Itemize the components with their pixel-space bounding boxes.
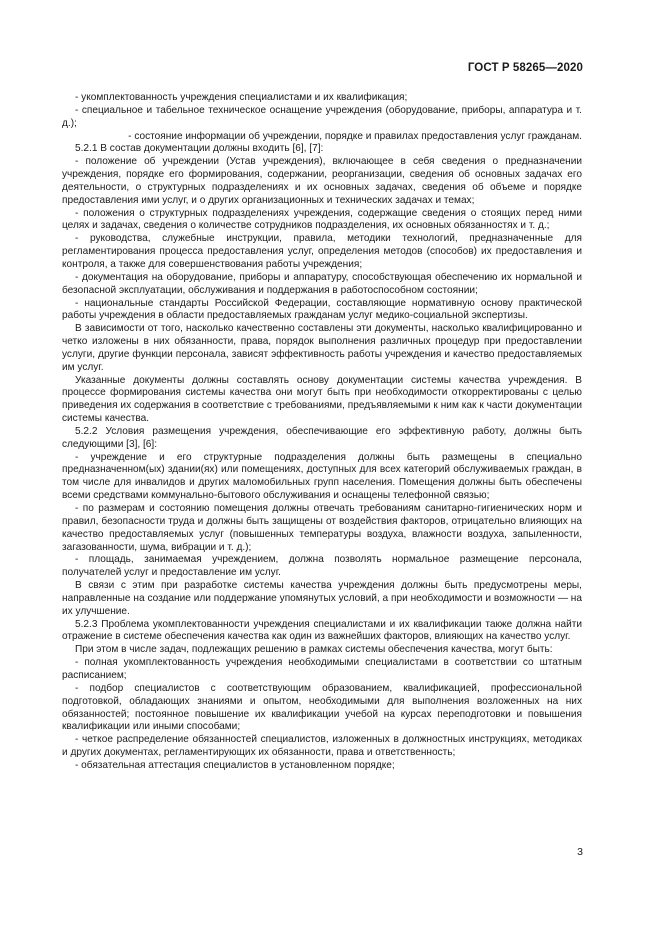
paragraph: - документация на оборудование, приборы и аппаратуру, способствующая обеспечению их нормальной и безопасной эксплуатации, обслуживания и поддержания в работоспособном состоянии; [62,271,582,296]
paragraph: - площадь, занимаемая учреждением, должна позволять нормальное размещение персонала, получателей услуг и предоставление им услуг. [62,554,582,579]
paragraph: - учреждение и его структурные подразделения должны быть размещены в специально предназначенном(ых) здании(ях) или помещениях, доступных для всех категорий обслуживаемых граждан, в том числе для инвалидов и других маломобильных групп населения. Помещения должны быть обеспечены всеми средствами коммунально-бытового обслуживания и оснащены телефонной связью; [62,451,582,502]
paragraph: При этом в числе задач, подлежащих решению в рамках системы обеспечения качества, могут быть: [75,644,553,656]
paragraph: - по размерам и состоянию помещения должны отвечать требованиям санитарно-гигиенических норм и правил, безопасности труда и должны быть защищены от воздействия факторов, отрицательно влияющих на качество предоставляемых услуг (повышенных температуры воздуха, влажности воздуха, запыленности, загазованности, шума, вибрации и т. д.); [62,503,582,553]
paragraph: - положение об учреждении (Устав учреждения), включающее в себя сведения о предназначении учреждения, порядке его формирования, содержании, реорганизации, сведения об основных задачах его деятельности, о структурных подразделениях и их основных задачах, сведения об объеме и порядке предоставления ими услуг, и о других организационных и технических задачах и темах; [62,156,582,206]
body-text [62,92,582,773]
paragraph: В зависимости от того, насколько качественно составлены эти документы, насколько квалифицированно и четко изложены в них обязанности, права, порядок выполнения различных процедур при предоставлении услуги, другие функции персонала, зависят эффективность работы учреждения и качество предоставляемых им услуг. [62,323,582,373]
paragraph: - руководства, служебные инструкции, правила, методики технологий, предназначенные для регламентирования процесса предоставления услуг, определения методов (способов) их предоставления и контроля, а также для совершенствования работы учреждения; [62,233,582,270]
paragraph: - полная укомплектованность учреждения необходимыми специалистами в соответствии со штатным расписанием; [62,657,582,681]
paragraph: - состояние информации об учреждении, порядке и правилах предоставления услуг гражданам. [128,130,582,142]
paragraph: Указанные документы должны составлять основу документации системы качества учреждения. В процессе формирования системы качества они могут быть при необходимости откорректированы с целью приведения их содержания в соответствие с требованиями, предъявляемыми к ним как к части документации системы качества. [62,374,582,425]
paragraph: - подбор специалистов с соответствующим образованием, квалификацией, профессиональной подготовкой, обладающих знаниями и опытом, необходимыми для выполнения возложенных на них обязанностей; постоянное повышение их квалификации учебой на курсах переподготовки и повышения квалификации или иными способами; [62,682,582,733]
clause-5-2-1: 5.2.1 В состав документации должны входить [6], [7]: [75,143,324,155]
clause-5-2-2: 5.2.2 Условия размещения учреждения, обеспечивающие его эффективную работу, должны быть следующими [3], [6]: [62,425,582,450]
page-number: 3 [577,846,583,858]
standard-designation: ГОСТ Р 58265—2020 [467,62,583,74]
clause-5-2-3: 5.2.3 Проблема укомплектованности учреждения специалистами и их квалификации также должна найти отражение в системе обеспечения качества как один из важнейших факторов, влияющих на качество услуг. [62,618,582,643]
paragraph: - специальное и табельное техническое оснащение учреждения (оборудование, приборы, аппаратура и т. д.); [62,104,582,129]
paragraph: - национальные стандарты Российской Федерации, составляющие нормативную основу практической работы учреждения в области предоставляемых гражданам услуг медико-социальной экспертизы. [62,297,582,322]
paragraph: - обязательная аттестация специалистов в установленном порядке; [75,759,395,771]
paragraph: В связи с этим при разработке системы качества учреждения должны быть предусмотрены меры, направленные на создание или поддержание упомянутых условий, а при необходимости и возможности — на их улучшение. [62,580,582,617]
paragraph: - положения о структурных подразделениях учреждения, содержащие сведения о стоящих перед ними целях и задачах, сведения о количестве сотрудников подразделения, их основных обязанностях и т. д.; [62,207,582,232]
paragraph: - укомплектованность учреждения специалистами и их квалификация; [75,92,408,103]
paragraph: - четкое распределение обязанностей специалистов, изложенных в должностных инструкциях, методиках и других документах, регламентирующих их обязанности, права и ответственность; [62,734,582,759]
